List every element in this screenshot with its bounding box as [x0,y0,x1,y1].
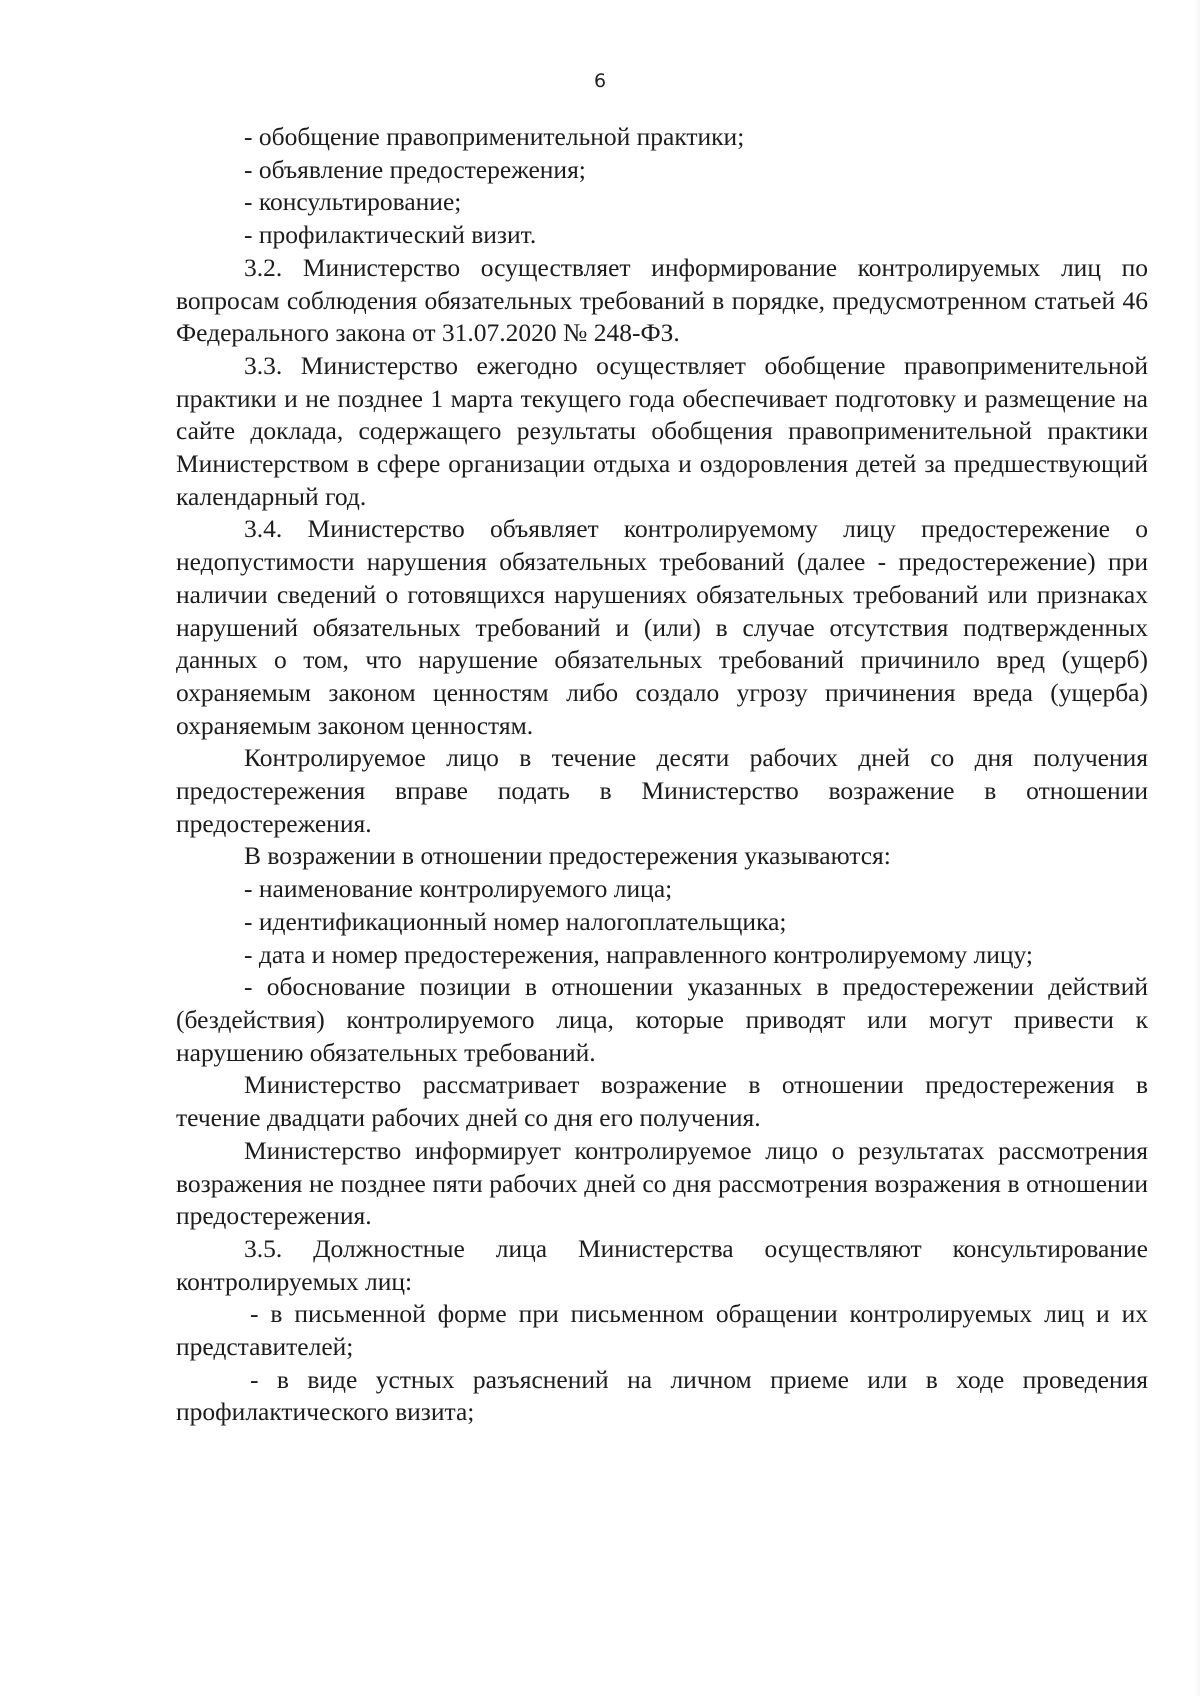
page-number: 6 [593,70,607,92]
paragraph-objection-intro: В возражении в отношении предостережения указываются: [244,841,891,871]
paragraph-3-3: 3.3. Министерство ежегодно осуществляет обобщение правоприменительной практики и не позднее 1 марта текущего года обеспечивает подготовку и размещение на сайте доклада, содержащего результаты обобщения правоприменительной практики Министерством в сфере организации отдыха и оздоровления детей за предшествующий календарный год. [176,350,1148,511]
paragraph-3-5: 3.5. Должностные лица Министерства осуществляют консультирование контролируемых лиц: [176,1233,1148,1296]
list-item: - консультирование; [244,187,462,217]
paragraph-written-consult: - в письменной форме при письменном обращении контролируемых лиц и их представителей; [176,1299,1148,1362]
paragraph-review: Министерство рассматривает возражение в отношении предостережения в течение двадцати рабочих дней со дня его получения. [176,1070,1148,1133]
list-item: - обобщение правоприменительной практики; [244,122,745,151]
list-item: - объявление предостережения; [244,154,586,184]
paragraph-objection-basis: - обоснование позиции в отношении указанных в предостережении действий (бездействия) контролируемого лица, которые приводят или могут привести к нарушению обязательных требований. [176,972,1148,1067]
sheet-edge-shadow [1194,0,1200,1696]
paragraph-oral-consult: - в виде устных разъяснений на личном приеме или в ходе проведения профилактического визита; [176,1364,1148,1427]
paragraph-3-2: 3.2. Министерство осуществляет информирование контролируемых лиц по вопросам соблюдения обязательных требований в порядке, предусмотренном статьей 46 Федерального закона от 31.07.2020 № 248-ФЗ. [176,252,1148,348]
list-item: - дата и номер предостережения, направленного контролируемому лицу; [244,939,1034,969]
paragraph-inform: Министерство информирует контролируемое лицо о результатах рассмотрения возражения не позднее пяти рабочих дней со дня рассмотрения возражения в отношении предостережения. [176,1135,1148,1231]
list-item: - наименование контролируемого лица; [244,874,673,904]
list-item: - идентификационный номер налогоплательщика; [244,906,787,936]
paragraph-3-4: 3.4. Министерство объявляет контролируемому лицу предостережение о недопустимости нарушения обязательных требований (далее - предостережение) при наличии сведений о готовящихся нарушениях обязательных требований или признаках нарушений обязательных требований и (или) в случае отсутствия подтвержденных данных о том, что нарушение обязательных требований причинило вред (ущерб) охраняемым законом ценностям либо создало угрозу причинения вреда (ущерба) охраняемым законом ценностям. [176,514,1148,740]
document-body [176,121,1148,1429]
paragraph-objection-right: Контролируемое лицо в течение десяти рабочих дней со дня получения предостережения вправе подать в Министерство возражение в отношении предостережения. [176,743,1148,838]
list-item: - профилактический визит. [244,220,537,250]
